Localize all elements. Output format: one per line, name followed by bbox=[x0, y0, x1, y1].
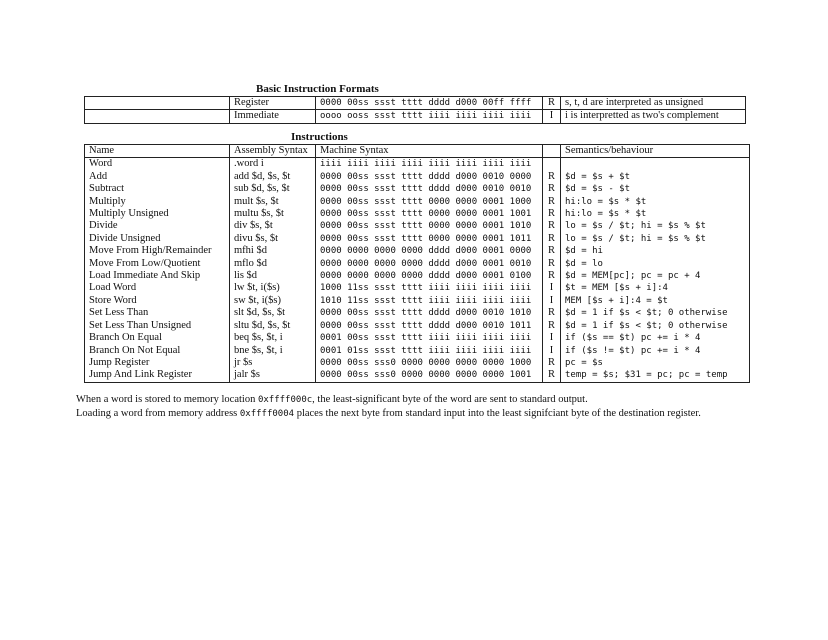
instruction-row bbox=[85, 369, 750, 382]
instructions-title: Instructions bbox=[291, 131, 348, 143]
note-stdout-text-2: , the least-significant byte of the word are sent to standard output. bbox=[312, 394, 588, 405]
instruction-row bbox=[85, 320, 750, 332]
cell-name: Jump And Link Register bbox=[85, 369, 230, 382]
cell-semantics: hi:lo = $s * $t bbox=[561, 208, 750, 220]
cell-semantics: pc = $s bbox=[561, 357, 750, 369]
cell-name: Move From Low/Quotient bbox=[85, 258, 230, 270]
cell-type: I bbox=[543, 345, 561, 357]
cell-machine-syntax: 0000 00ss ssst tttt dddd d000 0010 0000 bbox=[316, 171, 543, 183]
cell-assembly-syntax: mult $s, $t bbox=[230, 196, 316, 208]
cell-type: I bbox=[543, 110, 561, 123]
cell-semantics: temp = $s; $31 = pc; pc = temp bbox=[561, 369, 750, 382]
cell-assembly-syntax: beq $s, $t, i bbox=[230, 332, 316, 344]
instruction-row bbox=[85, 307, 750, 319]
cell-semantics: $d = $s - $t bbox=[561, 183, 750, 195]
cell-semantics: $d = 1 if $s < $t; 0 otherwise bbox=[561, 307, 750, 319]
cell-semantics: hi:lo = $s * $t bbox=[561, 196, 750, 208]
cell-assembly-syntax: lis $d bbox=[230, 270, 316, 282]
instructions-table bbox=[84, 144, 750, 383]
instruction-row bbox=[85, 196, 750, 208]
cell-note: s, t, d are interpreted as unsigned bbox=[561, 97, 746, 110]
header-name: Name bbox=[85, 145, 230, 158]
cell-name: Subtract bbox=[85, 183, 230, 195]
cell-semantics: $d = $s + $t bbox=[561, 171, 750, 183]
cell-machine-syntax: iiii iiii iiii iiii iiii iiii iiii iiii bbox=[316, 158, 543, 171]
instruction-row bbox=[85, 258, 750, 270]
stdin-address: 0xffff0004 bbox=[239, 409, 295, 419]
cell-assembly-syntax: jr $s bbox=[230, 357, 316, 369]
cell-name: Load Word bbox=[85, 282, 230, 294]
note-stdin-text-2: places the next byte from standard input into the least signifciant byte of the destination register. bbox=[294, 408, 701, 419]
header-assembly-syntax: Assembly Syntax bbox=[230, 145, 316, 158]
instruction-row bbox=[85, 357, 750, 369]
cell-type: I bbox=[543, 282, 561, 294]
notes bbox=[76, 393, 701, 421]
instruction-row bbox=[85, 332, 750, 344]
instructions-header-row bbox=[85, 145, 750, 158]
cell-type: R bbox=[543, 220, 561, 232]
cell-name: Branch On Not Equal bbox=[85, 345, 230, 357]
cell-format-name: Immediate bbox=[230, 110, 316, 123]
instruction-row bbox=[85, 183, 750, 195]
cell-encoding: oooo ooss ssst tttt iiii iiii iiii iiii bbox=[316, 110, 543, 123]
instruction-row bbox=[85, 345, 750, 357]
header-type bbox=[543, 145, 561, 158]
cell-machine-syntax: 0001 00ss ssst tttt iiii iiii iiii iiii bbox=[316, 332, 543, 344]
cell-blank bbox=[85, 97, 230, 110]
cell-name: Move From High/Remainder bbox=[85, 245, 230, 257]
cell-name: Store Word bbox=[85, 295, 230, 307]
note-stdout-text-1: When a word is stored to memory location bbox=[76, 394, 258, 405]
cell-machine-syntax: 0000 00ss ssst tttt 0000 0000 0001 1011 bbox=[316, 233, 543, 245]
cell-type: I bbox=[543, 332, 561, 344]
note-stdin bbox=[76, 407, 701, 421]
cell-semantics: $d = lo bbox=[561, 258, 750, 270]
cell-assembly-syntax: .word i bbox=[230, 158, 316, 171]
instruction-row bbox=[85, 208, 750, 220]
cell-name: Word bbox=[85, 158, 230, 171]
cell-machine-syntax: 1010 11ss ssst tttt iiii iiii iiii iiii bbox=[316, 295, 543, 307]
cell-type: R bbox=[543, 258, 561, 270]
instruction-row bbox=[85, 282, 750, 294]
cell-assembly-syntax: mflo $d bbox=[230, 258, 316, 270]
header-machine-syntax: Machine Syntax bbox=[316, 145, 543, 158]
cell-assembly-syntax: div $s, $t bbox=[230, 220, 316, 232]
header-semantics: Semantics/behaviour bbox=[561, 145, 750, 158]
cell-name: Multiply Unsigned bbox=[85, 208, 230, 220]
instruction-row bbox=[85, 233, 750, 245]
note-stdout bbox=[76, 393, 701, 407]
cell-type: R bbox=[543, 270, 561, 282]
cell-semantics: lo = $s / $t; hi = $s % $t bbox=[561, 233, 750, 245]
cell-machine-syntax: 0000 00ss ssst tttt dddd d000 0010 0010 bbox=[316, 183, 543, 195]
cell-semantics: $d = 1 if $s < $t; 0 otherwise bbox=[561, 320, 750, 332]
cell-semantics: if ($s == $t) pc += i * 4 bbox=[561, 332, 750, 344]
cell-assembly-syntax: multu $s, $t bbox=[230, 208, 316, 220]
cell-machine-syntax: 0000 00ss ssst tttt 0000 0000 0001 1001 bbox=[316, 208, 543, 220]
cell-semantics: $d = MEM[pc]; pc = pc + 4 bbox=[561, 270, 750, 282]
cell-machine-syntax: 0000 0000 0000 0000 dddd d000 0001 0000 bbox=[316, 245, 543, 257]
instruction-row bbox=[85, 158, 750, 171]
cell-name: Set Less Than Unsigned bbox=[85, 320, 230, 332]
cell-semantics: $d = hi bbox=[561, 245, 750, 257]
cell-encoding: 0000 00ss ssst tttt dddd d000 00ff ffff bbox=[316, 97, 543, 110]
cell-type: R bbox=[543, 97, 561, 110]
cell-assembly-syntax: lw $t, i($s) bbox=[230, 282, 316, 294]
cell-type: R bbox=[543, 208, 561, 220]
cell-assembly-syntax: mfhi $d bbox=[230, 245, 316, 257]
cell-name: Jump Register bbox=[85, 357, 230, 369]
cell-type: R bbox=[543, 196, 561, 208]
cell-machine-syntax: 0000 0000 0000 0000 dddd d000 0001 0010 bbox=[316, 258, 543, 270]
cell-name: Add bbox=[85, 171, 230, 183]
cell-name: Load Immediate And Skip bbox=[85, 270, 230, 282]
cell-semantics: MEM [$s + i]:4 = $t bbox=[561, 295, 750, 307]
cell-machine-syntax: 0000 00ss ssst tttt 0000 0000 0001 1000 bbox=[316, 196, 543, 208]
cell-machine-syntax: 0000 0000 0000 0000 dddd d000 0001 0100 bbox=[316, 270, 543, 282]
cell-name: Divide bbox=[85, 220, 230, 232]
cell-blank bbox=[85, 110, 230, 123]
cell-type: R bbox=[543, 320, 561, 332]
instruction-row bbox=[85, 220, 750, 232]
cell-name: Multiply bbox=[85, 196, 230, 208]
cell-assembly-syntax: divu $s, $t bbox=[230, 233, 316, 245]
cell-machine-syntax: 0000 00ss ssst tttt dddd d000 0010 1010 bbox=[316, 307, 543, 319]
cell-type bbox=[543, 158, 561, 171]
cell-type: R bbox=[543, 233, 561, 245]
cell-semantics: $t = MEM [$s + i]:4 bbox=[561, 282, 750, 294]
instruction-row bbox=[85, 295, 750, 307]
cell-semantics bbox=[561, 158, 750, 171]
cell-machine-syntax: 1000 11ss ssst tttt iiii iiii iiii iiii bbox=[316, 282, 543, 294]
stdout-address: 0xffff000c bbox=[257, 395, 313, 405]
cell-format-name: Register bbox=[230, 97, 316, 110]
formats-table bbox=[84, 96, 746, 124]
cell-type: R bbox=[543, 245, 561, 257]
instruction-row bbox=[85, 171, 750, 183]
cell-assembly-syntax: jalr $s bbox=[230, 369, 316, 382]
cell-machine-syntax: 0000 00ss sss0 0000 0000 0000 0000 1000 bbox=[316, 357, 543, 369]
cell-machine-syntax: 0001 01ss ssst tttt iiii iiii iiii iiii bbox=[316, 345, 543, 357]
cell-assembly-syntax: slt $d, $s, $t bbox=[230, 307, 316, 319]
cell-name: Set Less Than bbox=[85, 307, 230, 319]
cell-type: R bbox=[543, 183, 561, 195]
instruction-row bbox=[85, 245, 750, 257]
cell-assembly-syntax: bne $s, $t, i bbox=[230, 345, 316, 357]
cell-name: Branch On Equal bbox=[85, 332, 230, 344]
cell-machine-syntax: 0000 00ss ssst tttt dddd d000 0010 1011 bbox=[316, 320, 543, 332]
cell-type: I bbox=[543, 295, 561, 307]
cell-type: R bbox=[543, 357, 561, 369]
cell-type: R bbox=[543, 369, 561, 382]
format-row bbox=[85, 97, 746, 110]
cell-note: i is interpretted as two's complement bbox=[561, 110, 746, 123]
cell-type: R bbox=[543, 307, 561, 319]
instruction-row bbox=[85, 270, 750, 282]
cell-machine-syntax: 0000 00ss ssst tttt 0000 0000 0001 1010 bbox=[316, 220, 543, 232]
cell-semantics: if ($s != $t) pc += i * 4 bbox=[561, 345, 750, 357]
note-stdin-text-1: Loading a word from memory address bbox=[76, 408, 240, 419]
cell-assembly-syntax: sltu $d, $s, $t bbox=[230, 320, 316, 332]
cell-machine-syntax: 0000 00ss sss0 0000 0000 0000 0000 1001 bbox=[316, 369, 543, 382]
cell-assembly-syntax: sub $d, $s, $t bbox=[230, 183, 316, 195]
cell-semantics: lo = $s / $t; hi = $s % $t bbox=[561, 220, 750, 232]
cell-name: Divide Unsigned bbox=[85, 233, 230, 245]
formats-title: Basic Instruction Formats bbox=[256, 83, 379, 95]
cell-assembly-syntax: sw $t, i($s) bbox=[230, 295, 316, 307]
cell-type: R bbox=[543, 171, 561, 183]
cell-assembly-syntax: add $d, $s, $t bbox=[230, 171, 316, 183]
format-row bbox=[85, 110, 746, 123]
